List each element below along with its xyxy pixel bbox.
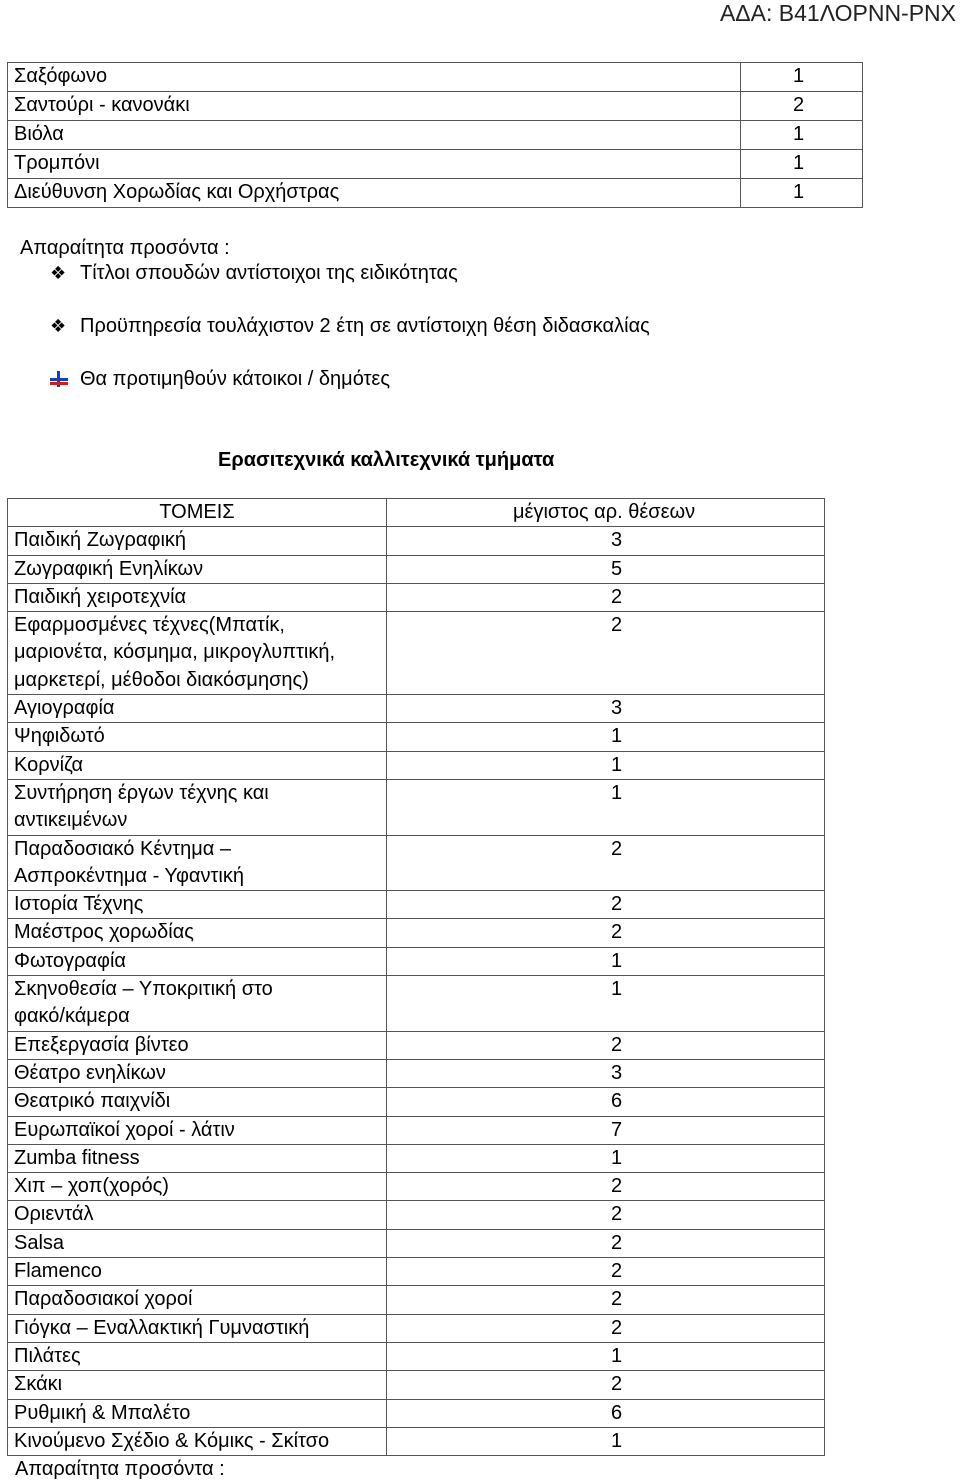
table-row [8, 583, 825, 611]
requirement-item [50, 261, 458, 285]
row-name: Παιδική Ζωγραφική [8, 527, 387, 555]
table-row [8, 63, 863, 92]
row-name: Σκάκι [8, 1371, 387, 1399]
row-count: 1 [387, 1427, 825, 1455]
table-row [8, 976, 825, 1032]
row-count: 1 [387, 976, 825, 1032]
table-row [8, 1314, 825, 1342]
table-row [8, 1258, 825, 1286]
diamond-bullet-icon: ❖ [50, 316, 67, 336]
row-name: Ψηφιδωτό [8, 723, 387, 751]
table-row [8, 723, 825, 751]
table-row [8, 1088, 825, 1116]
row-count: 3 [387, 695, 825, 723]
row-name: Χιπ – χοπ(χορός) [8, 1173, 387, 1201]
requirements-title: Απαραίτητα προσόντα : [20, 237, 230, 259]
row-name: Γιόγκα – Εναλλακτική Γυμναστική [8, 1314, 387, 1342]
row-count: 1 [741, 179, 863, 208]
table-row [8, 121, 863, 150]
row-name: Φωτογραφία [8, 947, 387, 975]
row-count: 5 [387, 555, 825, 583]
requirement-item [50, 314, 650, 338]
row-name: Παραδοσιακοί χοροί [8, 1286, 387, 1314]
requirement-text: Τίτλοι σπουδών αντίστοιχοι της ειδικότητας [80, 262, 458, 284]
table-row [8, 527, 825, 555]
row-count: 3 [387, 527, 825, 555]
row-name: Μαέστρος χορωδίας [8, 919, 387, 947]
table-header-row [8, 499, 825, 527]
row-name: Ζωγραφική Ενηλίκων [8, 555, 387, 583]
row-name: Εφαρμοσμένες τέχνες(Μπατίκ, μαριονέτα, κόσμημα, μικρογλυπτική, μαρκετερί, μέθοδοι διακόσμησης) [8, 612, 387, 695]
row-count: 2 [387, 1286, 825, 1314]
row-count: 1 [387, 723, 825, 751]
arrow-bullet-icon [50, 371, 68, 387]
table-row [8, 150, 863, 179]
requirements-title-2: Απαραίτητα προσόντα : [15, 1458, 225, 1480]
row-name: Επεξεργασία βίντεο [8, 1031, 387, 1059]
table-row [8, 612, 825, 695]
table-row [8, 92, 863, 121]
row-name: Συντήρηση έργων τέχνης και αντικειμένων [8, 779, 387, 835]
row-count: 6 [387, 1088, 825, 1116]
row-count: 2 [387, 612, 825, 695]
row-count: 2 [387, 919, 825, 947]
row-count: 2 [387, 1258, 825, 1286]
row-count: 2 [387, 835, 825, 891]
row-count: 2 [387, 891, 825, 919]
row-name: Flamenco [8, 1258, 387, 1286]
column-header-max-positions: μέγιστος αρ. θέσεων [387, 499, 825, 527]
table-row [8, 1116, 825, 1144]
row-name: Σκηνοθεσία – Υποκριτική στο φακό/κάμερα [8, 976, 387, 1032]
table-row [8, 779, 825, 835]
row-count: 1 [387, 779, 825, 835]
table-row [8, 1427, 825, 1455]
table-row [8, 891, 825, 919]
row-name: Οριεντάλ [8, 1201, 387, 1229]
row-name: Παιδική χειροτεχνία [8, 583, 387, 611]
sectors-table [7, 498, 825, 1456]
row-name: Salsa [8, 1229, 387, 1257]
requirement-item [50, 367, 390, 391]
table-row [8, 1059, 825, 1087]
table-row [8, 947, 825, 975]
table-row [8, 835, 825, 891]
diamond-bullet-icon: ❖ [50, 263, 67, 283]
row-name: Τρομπόνι [8, 150, 741, 179]
row-count: 1 [741, 121, 863, 150]
table-row [8, 1286, 825, 1314]
table-row [8, 1144, 825, 1172]
instruments-table [7, 62, 863, 208]
row-name: Ευρωπαϊκοί χοροί - λάτιν [8, 1116, 387, 1144]
table-row [8, 751, 825, 779]
table-row [8, 1342, 825, 1370]
table-row [8, 1371, 825, 1399]
row-count: 2 [741, 92, 863, 121]
row-count: 3 [387, 1059, 825, 1087]
row-name: Ιστορία Τέχνης [8, 891, 387, 919]
row-count: 2 [387, 1031, 825, 1059]
table-row [8, 179, 863, 208]
ada-code: ΑΔΑ: Β41ΛΟΡΝΝ-ΡΝΧ [719, 0, 956, 26]
row-count: 1 [741, 63, 863, 92]
row-count: 1 [387, 751, 825, 779]
table-row [8, 1201, 825, 1229]
requirement-text: Προϋπηρεσία τουλάχιστον 2 έτη σε αντίστοιχη θέση διδασκαλίας [80, 315, 650, 337]
table-row [8, 1173, 825, 1201]
row-count: 1 [387, 1144, 825, 1172]
row-name: Κορνίζα [8, 751, 387, 779]
row-count: 1 [741, 150, 863, 179]
row-name: Θεατρικό παιχνίδι [8, 1088, 387, 1116]
row-count: 2 [387, 1371, 825, 1399]
row-count: 1 [387, 947, 825, 975]
table-row [8, 1229, 825, 1257]
row-count: 6 [387, 1399, 825, 1427]
row-count: 2 [387, 1201, 825, 1229]
row-name: Σαξόφωνο [8, 63, 741, 92]
row-count: 2 [387, 1173, 825, 1201]
table-row [8, 555, 825, 583]
row-count: 2 [387, 583, 825, 611]
row-name: Κινούμενο Σχέδιο & Κόμικς - Σκίτσο [8, 1427, 387, 1455]
requirement-text: Θα προτιμηθούν κάτοικοι / δημότες [80, 368, 390, 390]
row-name: Θέατρο ενηλίκων [8, 1059, 387, 1087]
row-count: 2 [387, 1229, 825, 1257]
row-name: Αγιογραφία [8, 695, 387, 723]
row-name: Βιόλα [8, 121, 741, 150]
row-name: Διεύθυνση Χορωδίας και Ορχήστρας [8, 179, 741, 208]
row-count: 7 [387, 1116, 825, 1144]
row-name: Παραδοσιακό Κέντημα – Ασπροκέντημα - Υφαντική [8, 835, 387, 891]
row-count: 2 [387, 1314, 825, 1342]
column-header-sectors: ΤΟΜΕΙΣ [8, 499, 387, 527]
row-name: Zumba fitness [8, 1144, 387, 1172]
table-row [8, 1031, 825, 1059]
table-row [8, 695, 825, 723]
section-heading: Ερασιτεχνικά καλλιτεχνικά τμήματα [218, 449, 555, 471]
row-name: Ρυθμική & Μπαλέτο [8, 1399, 387, 1427]
table-row [8, 1399, 825, 1427]
row-name: Σαντούρι - κανονάκι [8, 92, 741, 121]
row-name: Πιλάτες [8, 1342, 387, 1370]
row-count: 1 [387, 1342, 825, 1370]
table-row [8, 919, 825, 947]
